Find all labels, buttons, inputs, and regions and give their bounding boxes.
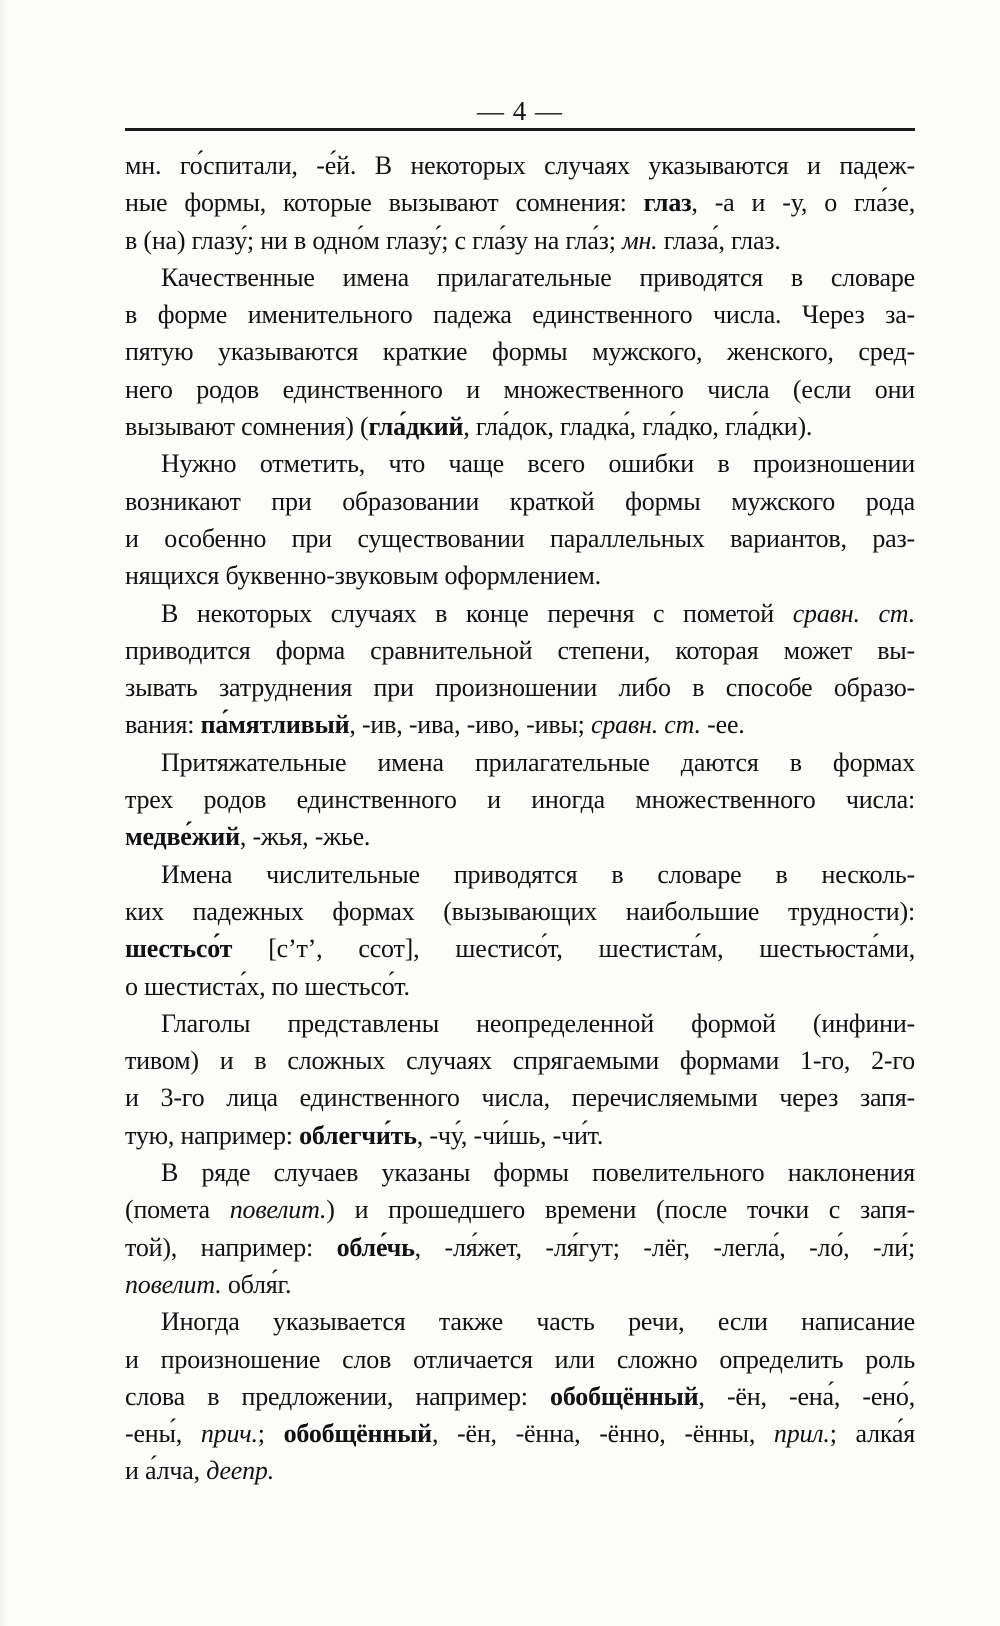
- text-run: ;: [257, 1419, 284, 1449]
- text-run: о шестиста́х, по шестьсо́т.: [125, 971, 410, 1001]
- text-column: [125, 0, 915, 1490]
- text-line: [125, 483, 915, 520]
- text-line: [125, 222, 915, 259]
- text-run: , -ён, -ена́, -ено́,: [698, 1381, 915, 1411]
- text-run: Глаголы представлены неопределенной формой (инфини-: [161, 1008, 915, 1038]
- text-run: и 3-го лица единственного числа, перечисляемыми через запя-: [125, 1083, 915, 1113]
- text-run: -ены́,: [125, 1419, 201, 1449]
- text-run: , -ля́жет, -ля́гут; -лёг, -легла́, -ло́, -ли́;: [414, 1232, 915, 1262]
- text-line: [125, 184, 915, 221]
- text-line: [125, 1117, 915, 1154]
- text-line: [125, 1378, 915, 1415]
- text-line: [125, 930, 915, 967]
- italic-grammar-label: повелит.: [125, 1269, 222, 1299]
- text-run: ких падежных формах (вызывающих наибольшие трудности):: [125, 896, 915, 926]
- text-line: [125, 1415, 915, 1452]
- paragraph: [125, 1303, 915, 1489]
- text-line: [125, 147, 915, 184]
- bold-headword: па́мятливый: [200, 710, 350, 740]
- text-run: В некоторых случаях в конце перечня с пометой: [161, 598, 793, 628]
- text-line: [125, 259, 915, 296]
- bold-headword: обле́чь: [336, 1232, 415, 1262]
- text-run: возникают при образовании краткой формы мужского рода: [125, 486, 915, 516]
- text-run: пятую указываются краткие формы мужского, женского, сред-: [125, 337, 915, 367]
- text-run: Притяжательные имена прилагательные даются в формах: [161, 747, 915, 777]
- text-line: [125, 371, 915, 408]
- text-line: [125, 296, 915, 333]
- text-line: [125, 1303, 915, 1340]
- paragraph: [125, 744, 915, 856]
- italic-grammar-label: сравн. ст.: [792, 598, 915, 628]
- text-line: [125, 557, 915, 594]
- text-run: ; алка́я: [829, 1419, 915, 1449]
- text-run: ные формы, которые вызывают сомнения:: [125, 188, 644, 218]
- page-number: — 4 —: [477, 96, 563, 126]
- paragraph: [125, 147, 915, 259]
- text-line: [125, 856, 915, 893]
- italic-grammar-label: повелит.: [229, 1195, 327, 1225]
- text-line: [125, 632, 915, 669]
- text-line: [125, 893, 915, 930]
- text-run: слова в предложении, например:: [125, 1381, 551, 1411]
- text-run: вызывают сомнения) (: [125, 412, 369, 442]
- text-line: [125, 1266, 915, 1303]
- bold-headword: шестьсо́т: [125, 934, 233, 964]
- text-run: зывать затруднения при произношении либо в способе образо-: [125, 673, 915, 703]
- text-run: Имена числительные приводятся в словаре в несколь-: [161, 859, 915, 889]
- text-run: Нужно отметить, что чаще всего ошибки в произношении: [161, 449, 915, 479]
- italic-grammar-label: мн.: [622, 225, 658, 255]
- text-line: [125, 595, 915, 632]
- bold-headword: облегчи́ть: [299, 1120, 417, 1150]
- text-run: -ее.: [700, 710, 745, 740]
- text-line: [125, 445, 915, 482]
- text-line: [125, 1191, 915, 1228]
- italic-grammar-label: прил.: [773, 1419, 830, 1449]
- text-run: , -жья, -жье.: [239, 822, 371, 852]
- paragraph: [125, 1154, 915, 1303]
- italic-grammar-label: прич.: [200, 1419, 258, 1449]
- text-run: и произношение слов отличается или сложно определить роль: [125, 1344, 915, 1374]
- paragraph: [125, 1005, 915, 1154]
- text-run: в (на) глазу́; ни в одно́м глазу́; с гла́зу на гла́з;: [125, 225, 623, 255]
- header-rule: [125, 128, 915, 131]
- text-run: В ряде случаев указаны формы повелительного наклонения: [161, 1158, 915, 1188]
- bold-headword: гла́дкий: [368, 412, 464, 442]
- bold-headword: обобщённый: [550, 1381, 699, 1411]
- text-run: Иногда указывается также часть речи, если написание: [161, 1307, 915, 1337]
- text-line: [125, 781, 915, 818]
- text-line: [125, 1229, 915, 1266]
- paragraph: [125, 856, 915, 1005]
- text-line: [125, 744, 915, 781]
- text-run: него родов единственного и множественного числа (если они: [125, 374, 915, 404]
- text-line: [125, 706, 915, 743]
- text-run: тивом) и в сложных случаях спрягаемыми формами 1-го, 2-го: [125, 1046, 915, 1076]
- text-run: трех родов единственного и иногда множественного числа:: [125, 785, 915, 815]
- text-run: вания:: [125, 710, 201, 740]
- text-run: Качественные имена прилагательные приводятся в словаре: [161, 262, 915, 292]
- bold-headword: обобщённый: [283, 1419, 432, 1449]
- text-run: и особенно при существовании параллельных вариантов, раз-: [125, 523, 915, 553]
- text-line: [125, 968, 915, 1005]
- text-run: в форме именительного падежа единственного числа. Через за-: [125, 300, 915, 330]
- text-line: [125, 1154, 915, 1191]
- text-run: приводится форма сравнительной степени, которая может вы-: [125, 635, 915, 665]
- text-line: [125, 408, 915, 445]
- bold-headword: медве́жий: [125, 822, 240, 852]
- text-run: [с’т’, ссот], шестисо́т, шестиста́м, шестьюста́ми,: [232, 934, 915, 964]
- italic-grammar-label: сравн. ст.: [590, 710, 701, 740]
- text-run: , -ён, -ённа, -ённо, -ённы,: [431, 1419, 774, 1449]
- paragraph: [125, 259, 915, 445]
- text-run: ) и прошедшего времени (после точки с запя-: [326, 1195, 915, 1225]
- text-run: той), например:: [125, 1232, 337, 1262]
- text-run: , гла́док, гладка́, гла́дко, гла́дки).: [463, 412, 813, 442]
- text-run: и а́лча,: [125, 1456, 207, 1486]
- text-line: [125, 1042, 915, 1079]
- paragraph: [125, 445, 915, 594]
- text-line: [125, 1005, 915, 1042]
- text-line: [125, 520, 915, 557]
- text-line: [125, 1452, 915, 1489]
- bold-headword: глаз: [643, 188, 692, 218]
- body-text: [125, 147, 915, 1490]
- text-run: тую, например:: [125, 1120, 300, 1150]
- text-run: , -а и -у, о гла́зе,: [691, 188, 915, 218]
- text-run: глаза́, глаз.: [657, 225, 781, 255]
- text-line: [125, 1341, 915, 1378]
- text-line: [125, 818, 915, 855]
- text-run: обля́г.: [221, 1269, 292, 1299]
- text-run: , -ив, -ива, -иво, -ивы;: [349, 710, 591, 740]
- text-line: [125, 1079, 915, 1116]
- paragraph: [125, 595, 915, 744]
- text-line: [125, 333, 915, 370]
- text-run: мн. го́спитали, -е́й. В некоторых случаях указываются и падеж-: [125, 151, 915, 180]
- text-line: [125, 669, 915, 706]
- italic-grammar-label: деепр.: [206, 1456, 275, 1486]
- text-run: (помета: [125, 1195, 230, 1225]
- text-run: , -чу́, -чи́шь, -чи́т.: [416, 1120, 604, 1150]
- text-run: нящихся буквенно-звуковым оформлением.: [125, 561, 601, 591]
